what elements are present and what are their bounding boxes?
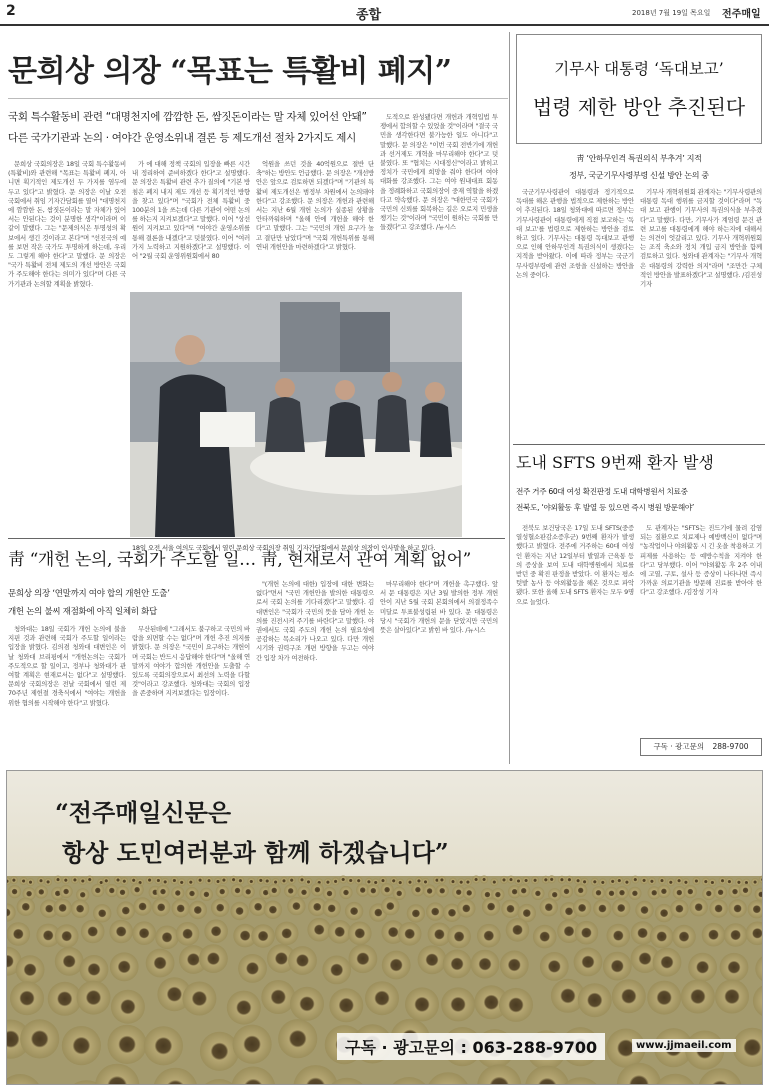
sunflower [441, 987, 475, 1021]
sunflower [477, 924, 501, 948]
sunflower [575, 921, 599, 945]
right-top-headline-line1: 기무사 대통령 ‘독대보고’ [554, 60, 724, 78]
lead-headline-rule [8, 98, 508, 99]
sunflower [480, 876, 488, 884]
sunflower [146, 949, 175, 978]
sunflower [110, 952, 139, 981]
sunflower [80, 955, 109, 984]
sunflower [261, 980, 295, 1014]
sunflower [506, 918, 530, 942]
sunflower [574, 884, 587, 897]
sunflower [176, 922, 200, 946]
sunflower [628, 887, 641, 900]
second-column-3 [256, 580, 374, 762]
lead-column-4 [380, 113, 498, 288]
sunflower [44, 878, 52, 886]
sunflower [648, 877, 656, 885]
sunflower [578, 983, 612, 1017]
sunflower [247, 878, 255, 886]
sunflower [540, 898, 558, 916]
sunflower [216, 885, 229, 898]
sunflower [233, 1025, 272, 1064]
column-divider [509, 32, 510, 764]
sunflower [189, 901, 207, 919]
sunflower [329, 988, 363, 1022]
sunflower [323, 899, 341, 917]
sunflower [62, 1026, 101, 1065]
sunflower [133, 897, 151, 915]
sunflower [739, 884, 752, 897]
sunflower [449, 878, 457, 886]
sunflower [720, 953, 749, 982]
second-subhead-2: 개헌 논의 불씨 재점화에 아직 일체히 화답 [8, 607, 157, 617]
sunflower [278, 1019, 317, 1058]
sunflower [322, 956, 351, 985]
right-mid-headline: 도내 SFTS 9번째 환자 발생 [516, 453, 714, 472]
lead-column-1 [8, 160, 126, 538]
ad-website: www.jjmaeil.com [632, 1039, 736, 1052]
sunflower [418, 945, 447, 974]
sunflower [411, 883, 424, 896]
second-column-1 [8, 625, 126, 762]
sunflower [117, 901, 135, 919]
right-top-column-1-text: 국군기무사령관이 대통령과 정기적으로 독대를 해온 관행을 법적으로 제한하는 방안이 추진된다. 18일 청와대에 따르면 정부는 기무사령관이 대통령에게 직접 보고하는 '독대 보고'를 법령으로 제한하는 방안을 검토하고 있다. 기무사는 대통령 독대보고 관행으로 인해 안하무인격 특권의식이 생겼다는 지적을 받아왔다. 이에 따라 정부는 국군기무사령부령에 관련 조항을 신설하는 방안을 논의 중이다. [516, 188, 634, 279]
sunflower [161, 878, 169, 886]
sunflower [640, 876, 648, 884]
sunflower [339, 876, 347, 884]
sunflower [10, 876, 18, 884]
sunflower [531, 876, 539, 884]
sunflower [17, 898, 35, 916]
sunflower [396, 879, 404, 887]
sunflower [398, 922, 422, 946]
second-article-top-rule [8, 538, 505, 539]
second-column-3-text: "(개헌 논의에 대한) 입장에 대한 변화는 없다"면서 "국민 개헌안을 발의한 대통령으로서 국회 논의를 기다리겠다"고 말했다. 김 대변인은 "국회가 국민의 뜻을 담아 개헌 논의를 진전시켜 주기를 바란다"고 말했다. 야권에서도 국회 주도의 개헌 논의 필요성에 공감하는 목소리가 나오고 있다. 다만 개헌 시기와 권력구조 개편 방향을 두고는 여야 간 입장 차가 여전하다. [256, 580, 374, 662]
sunflower [382, 951, 411, 980]
sunflower [284, 884, 297, 897]
sunflower [131, 883, 144, 896]
sunflower [599, 878, 607, 886]
sunflower [347, 877, 355, 885]
sunflower [79, 877, 87, 885]
sunflower [517, 884, 530, 897]
sunflower [328, 920, 352, 944]
sunflower [615, 877, 623, 885]
lead-photo-caption: 18일 오전 서울 여의도 국회에서 열린 문희상 국회의장 취임 기자간담회에서 문희상 의장이 인사말을 하고 있다. [132, 544, 436, 552]
second-column-2-text: 무산된데에 "그래서도 불구하고 국민의 바람을 외면할 수는 없다"며 개헌 추진 의지를 밝혔다. 문 의장은 "국민이 요구하는 개헌이며 국회는 반드시 응답해야 한다"며 "올해 연말까지 여야가 합의한 개헌안을 도출할 수 있도록 국회의장으로서 최선의 노력을 다할 것"이라고 강조했다. 청와대는 국회의 입장을 존중하며 지켜보겠다는 입장이다. [132, 625, 250, 698]
sunflower [507, 876, 515, 884]
sunflower [71, 900, 89, 918]
sunflower [132, 921, 156, 945]
sunflower [77, 981, 111, 1015]
sunflower [81, 920, 105, 944]
sunflower [323, 887, 336, 900]
sunflower [603, 952, 632, 981]
sunflower [37, 877, 45, 885]
sunflower [464, 878, 472, 886]
sunflower [367, 884, 380, 897]
sunflower [8, 885, 21, 898]
sunflower [156, 885, 169, 898]
sunflower [172, 899, 190, 917]
sunflower [623, 878, 631, 886]
sunflower [463, 886, 476, 899]
sunflower [631, 876, 639, 884]
sunflower [381, 883, 394, 896]
sunflower [71, 876, 79, 884]
lead-column-2-text: 가 에 대해 정책 국회의 입장을 빠른 시간내 정리하여 준비하겠다 한다"고 설명했다. 문 의장은 특활비 관련 추가 질의에 "기본 방침은 폐지 내지 제도 개선 등 획기적인 방향을 찾고 있다"며 "국회가 전체 특활비 중 100분의 1을 쓰는데 다른 기관이 어떤 논의를 하는지 지켜보겠다"고 말했다. 이어 "상선원이 지켜보고 있다"며 "여야간 운영소위를 통해 결론을 내겠다"고 덧붙였다. 이어 "여러 가지 노력하고 지원하겠다"고 설명했다. 이어 "2월 국회 운영위원회에서 80 [132, 160, 250, 261]
sunflower [672, 925, 696, 949]
sunflower [220, 876, 228, 884]
sunflower [339, 886, 352, 899]
sunflower [548, 875, 556, 883]
right-mid-column-2-text: 도 관계자는 "SFTS는 진드기에 물려 감염되는 질환으로 치료제나 예방백신이 없다"며 "농작업이나 야외활동 시 긴 옷을 착용하고 기피제를 사용하는 등 예방수칙을 지켜야 한다"고 당부했다. 이어 "야외활동 후 2주 이내에 고열, 구토, 설사 등 증상이 나타나면 즉시 가까운 의료기관을 방문해 진료를 받아야 한다"고 강조했다. /김장성 기자 [640, 524, 762, 597]
sunflower [154, 877, 162, 885]
sunflower [650, 925, 674, 949]
sunflower [436, 884, 449, 897]
right-top-column-1 [516, 188, 634, 438]
right-top-subhead-2: 정부, 국군기무사령부령 신설 방안 논의 중 [569, 171, 709, 180]
right-mid-top-rule [513, 444, 765, 445]
sunflower [709, 899, 727, 917]
sunflower [725, 878, 733, 886]
sunflower [290, 987, 324, 1021]
sunflower [20, 877, 28, 885]
sunflower [560, 885, 573, 898]
second-column-1-text: 청와대는 18일 국회가 개헌 논의에 불을 지핀 것과 관련해 국회가 주도할 일이라는 입장을 밝혔다. 김의겸 청와대 대변인은 이날 청와대 브리핑에서 "개헌논의는 국회가 주도적으로 할 일이고, 정부나 청와대가 관여할 계획은 현재로서는 없다"고 설명했다. 문희상 국회의장은 전날 국회에서 열린 제70주년 제헌절 경축식에서 "여야는 개헌을 위한 협의를 시작해야 한다"고 밝혔다. [8, 625, 126, 707]
sunflower [53, 899, 71, 917]
sunflower [658, 877, 666, 885]
sunflower [93, 904, 111, 922]
sunflower [116, 886, 129, 899]
sunflower [355, 877, 363, 885]
sunflower [702, 887, 715, 900]
sunflower [657, 885, 670, 898]
second-column-4-text: 마무리해야 한다"며 개헌을 촉구했다. 앞서 문 대통령은 지난 3월 발의한 정부 개헌안이 지난 5월 국회 본회의에서 의결정족수 미달로 투표불성립된 바 있다. 문 대통령은 당시 "국회가 개헌의 문을 닫았지만 국민의 뜻은 살아있다"고 밝힌 바 있다. /뉴시스 [380, 580, 498, 635]
sunflower [490, 878, 498, 886]
issue-date: 2018년 7월 19일 목요일 [632, 9, 711, 17]
sunflower [109, 920, 133, 944]
sunflower [242, 885, 255, 898]
sunflower [230, 876, 238, 884]
sunflower [211, 899, 229, 917]
sunflower [684, 885, 697, 898]
right-mid-column-2 [640, 524, 762, 734]
sunflower [144, 1026, 183, 1065]
sunflower [288, 946, 317, 975]
right-top-subhead-1: 靑 ‘안하무인격 특권의식 부추겨’ 지적 [576, 154, 702, 163]
sunflower [635, 901, 653, 919]
sunflower [275, 922, 299, 946]
sunflower [111, 990, 145, 1024]
sunflower [62, 876, 70, 884]
page-header [0, 0, 769, 26]
second-subhead-1: 문희상 의장 ‘연말까지 여야 합의 개헌안 도출’ [8, 589, 170, 599]
sunflower [146, 876, 154, 884]
sunflower [102, 877, 110, 885]
sunflower [204, 919, 228, 943]
sunflower [593, 899, 611, 917]
sunflower [268, 884, 281, 897]
sunflower [667, 878, 675, 886]
lead-photo [130, 292, 462, 537]
sunflower [76, 888, 89, 901]
lead-column-4-text: 도적으로 완성됐다면 개헌과 개혁입법 투쟁에서 합의할 수 있었을 것"이라며 "결국 국민을 생각한다면 불가능한 일도 아니다"고 말했다. 문 의장은 "이번 국회 전반기에 개헌과 선거제도 개혁을 마무리해야 한다"고 덧붙였다. 또 "협치는 시대정신"이라고 밝히고 정치가 국민에게 희망을 줘야 한다며 여야 대화를 강조했다. 그는 여야 원내대표 회동을 정례화하고 국회의장이 중재 역할을 하겠다고 약속했다. 문 의장은 "대한민국 국회가 국민의 신뢰를 회복하는 길은 오로지 민생을 챙기는 것"이라며 "국민이 원하는 국회를 만들겠다"고 강조했다. /뉴시스 [380, 113, 498, 232]
sunflower [405, 987, 439, 1021]
sunflower [381, 897, 399, 915]
sunflower [406, 878, 414, 886]
subscription-phone: 288-9700 [712, 742, 749, 751]
lead-column-1-text: 문희상 국회의장은 18일 국회 특수활동비(특활비)와 관련해 "목표는 특활비 폐지, 아니면 획기적인 제도개선 두 가지를 염두에 두고 있다"고 밝혔다. 문 의장은 이날 오전 국회에서 취임 기자간담회를 열어 "대명천지에 깜깜한 돈, 쌈짓돈이라는 말 자체가 있어서는 안된다는 것이 분명한 생각"이라며 이같이 말했다. 그는 "문제의식은 투명성의 확보에서 생긴 것이라고 본다"며 "선진국의 예를 보면 작은 국가도 투명하게 하는데, 우리도 그렇게 해야 한다"고 말했다. 문 의장은 "국가 특활비 전체 제도의 개선 방안은 국회가 주도해야 한다는 의미가 있다"며 다른 국가기관과 논의할 계획을 밝혔다. [8, 160, 126, 288]
sunflower [751, 878, 759, 886]
sunflower [324, 878, 332, 886]
sunflower [533, 925, 557, 949]
sunflower [522, 877, 530, 885]
sunflower [702, 923, 726, 947]
sunflower [482, 897, 500, 915]
ad-contact [337, 1033, 605, 1060]
sunflower [515, 877, 523, 885]
sunflower [86, 876, 94, 884]
right-mid-subhead-2: 전북도, ‘야외활동 후 발열 등 있으면 즉시 병원 방문해야’ [516, 503, 695, 512]
sunflower [288, 876, 296, 884]
sunflower [236, 877, 244, 885]
sunflower [171, 886, 184, 899]
sunflower [182, 982, 216, 1016]
second-column-4 [380, 580, 498, 762]
sunflower [7, 922, 30, 946]
advertisement [6, 770, 763, 1085]
sunflower [670, 900, 688, 918]
sunflower [227, 991, 261, 1025]
sunflower [200, 888, 213, 901]
subscription-box [640, 738, 762, 756]
sunflower [471, 950, 500, 979]
second-headline: 靑 “개헌 논의, 국회가 주도할 일… 靑, 현재로서 관여 계획 없어” [8, 550, 471, 570]
sunflower [280, 877, 288, 885]
sunflower [688, 953, 717, 982]
sunflower [20, 1019, 59, 1058]
lead-headline: 문희상 의장 “목표는 특활비 폐지” [8, 54, 452, 89]
sunflower [500, 951, 529, 980]
sunflower [108, 1025, 147, 1064]
sunflower [499, 988, 533, 1022]
sunflower [426, 902, 444, 920]
sunflower [407, 904, 425, 922]
sunflower [714, 886, 727, 899]
ad-contact-label: 구독 · 광고문의 : [345, 1038, 467, 1057]
sunflower [540, 952, 569, 981]
sunflower [457, 899, 475, 917]
sunflower [230, 902, 248, 920]
sunflower [170, 877, 178, 885]
sunflower [27, 878, 35, 886]
sunflower [612, 979, 646, 1013]
newspaper-name: 전주매일 [722, 9, 761, 20]
lead-subhead-2: 다른 국가기관과 논의 · 여야간 운영소위내 결론 등 제도개선 절차 2가지도 제시 [8, 132, 356, 144]
ad-contact-phone: 063-288-9700 [472, 1038, 598, 1057]
sunflower [558, 876, 566, 884]
right-mid-column-1-text: 전북도 보건당국은 17일 도내 SFTS(중증열성혈소판감소증후군) 9번째 환자가 발생했다고 밝혔다. 전주에 거주하는 60대 여성인 환자는 지난 12일부터 발열과 근육통 등의 증상을 보여 도내 대학병원에서 치료를 받던 중 확진 판정을 받았다. 이 환자는 평소 텃밭 농사 등 야외활동을 해온 것으로 파악됐다. 또한 올해 도내 SFTS 환자는 모두 9명으로 늘었다. [516, 524, 634, 606]
sunflower [728, 899, 746, 917]
sunflower [264, 901, 282, 919]
sunflower [199, 944, 228, 973]
ad-line-2: 항상 도민여러분과 함께 하겠습니다” [62, 838, 449, 867]
sunflower [565, 876, 573, 884]
sunflower [205, 877, 213, 885]
sunflower [708, 879, 716, 887]
sunflower [307, 918, 331, 942]
sunflower [472, 876, 480, 884]
sunflower [16, 955, 45, 984]
right-mid-column-1 [516, 524, 634, 762]
sunflower [155, 926, 179, 950]
sunflower [653, 948, 682, 977]
sunflower [423, 884, 436, 897]
ad-line-1: “전주매일신문은 [55, 798, 232, 827]
sunflower [724, 923, 748, 947]
sunflower [607, 924, 631, 948]
sunflower [187, 878, 195, 886]
sunflower [531, 887, 544, 900]
sunflower [200, 1032, 239, 1071]
sunflower [196, 876, 204, 884]
sunflower [60, 885, 73, 898]
sunflower [55, 924, 79, 948]
sunflower [54, 876, 62, 884]
sunflower [305, 878, 313, 886]
sunflower [120, 877, 128, 885]
sunflower [287, 897, 305, 915]
lead-column-2 [132, 160, 250, 288]
section-name: 종합 [356, 8, 382, 23]
right-top-headline-line2: 법령 제한 방안 추진된다 [532, 95, 746, 119]
sunflower [690, 898, 708, 916]
sunflower [251, 924, 275, 948]
sunflower [91, 884, 104, 897]
sunflower [719, 877, 727, 885]
sunflower [263, 877, 271, 885]
sunflower [297, 886, 310, 899]
sunflower [692, 877, 700, 885]
sunflower [152, 898, 170, 916]
lead-subhead-1: 국회 특수활동비 관련 “대명천지에 깜깜한 돈, 쌈짓돈이라는 말 자체 있어선 안돼” [8, 111, 367, 123]
sunflower [500, 876, 508, 884]
second-column-2 [132, 625, 250, 762]
sunflower [185, 887, 198, 900]
sunflower [675, 877, 683, 885]
sunflower [447, 925, 471, 949]
sunflower [592, 886, 605, 899]
sunflower [438, 876, 446, 884]
right-top-headline-box [516, 34, 762, 144]
right-top-column-2-text: 기무사 개혁위원회 관계자는 "기무사령관의 대통령 독대 행위를 금지할 것이다"라며 "독대 보고 관행이 기무사의 특권의식을 부추겼다"고 말했다. 다만, 기무사가 계엄령 문건 관련 보고를 대통령에게 해야 하는지에 대해서는 의견이 엇갈리고 있다. 기무사 개혁위원회는 조직 축소와 정치 개입 금지 방안을 함께 검토하고 있다. 청와대 관계자는 "기무사 개혁은 대통령의 강력한 의지"라며 "조만간 구체적인 방안을 발표하겠다"고 설명했다. /김진성 기자 [640, 188, 762, 289]
sunflower [348, 922, 372, 946]
sunflower [591, 878, 599, 886]
sunflower [647, 981, 681, 1015]
sunflower [501, 900, 519, 918]
sunflower [574, 948, 603, 977]
page-number: 2 [6, 3, 16, 19]
sunflower [443, 950, 472, 979]
sunflower [349, 944, 378, 973]
sunflower [615, 886, 628, 899]
sunflower [573, 899, 591, 917]
sunflower [365, 981, 399, 1015]
subscription-label: 구독 · 광고문의 [653, 742, 705, 751]
right-top-column-2 [640, 188, 762, 438]
sunflower [55, 947, 84, 976]
sunflower [178, 878, 186, 886]
sunflower [332, 877, 340, 885]
sunflower [311, 883, 324, 896]
sunflower [35, 885, 48, 898]
sunflower [10, 981, 44, 1015]
sunflower [612, 899, 630, 917]
right-mid-subhead-1: 전주 거주 60대 여성 확진판정 도내 대학병원서 치료중 [516, 487, 688, 496]
sunflower [681, 980, 715, 1014]
sunflower [238, 954, 267, 983]
lead-column-3-text: 억원을 쓰던 것을 40억원으로 절반 단축"하는 방안도 언급했다. 문 의장은 "개선방안은 앞으로 검토하면 되겠다"며 "기관의 특활비 제도개선은 범정부 차원에서 논의돼야 한다"고 강조했다. 문 의장은 개헌과 관련해서는 지난 6월 개헌 논의가 실종된 상황을 안타까워하며 "올해 안에 개헌을 해야 한다"고 말했다. 그는 "국민의 개헌 요구가 높고 결단만 남았다"며 "국회 개헌특위를 통해 연내 개헌안을 마련하겠다"고 밝혔다. [256, 160, 374, 251]
sunflower [715, 980, 749, 1014]
sunflower [345, 902, 363, 920]
lead-column-3 [256, 160, 374, 288]
sunflower [682, 878, 690, 886]
